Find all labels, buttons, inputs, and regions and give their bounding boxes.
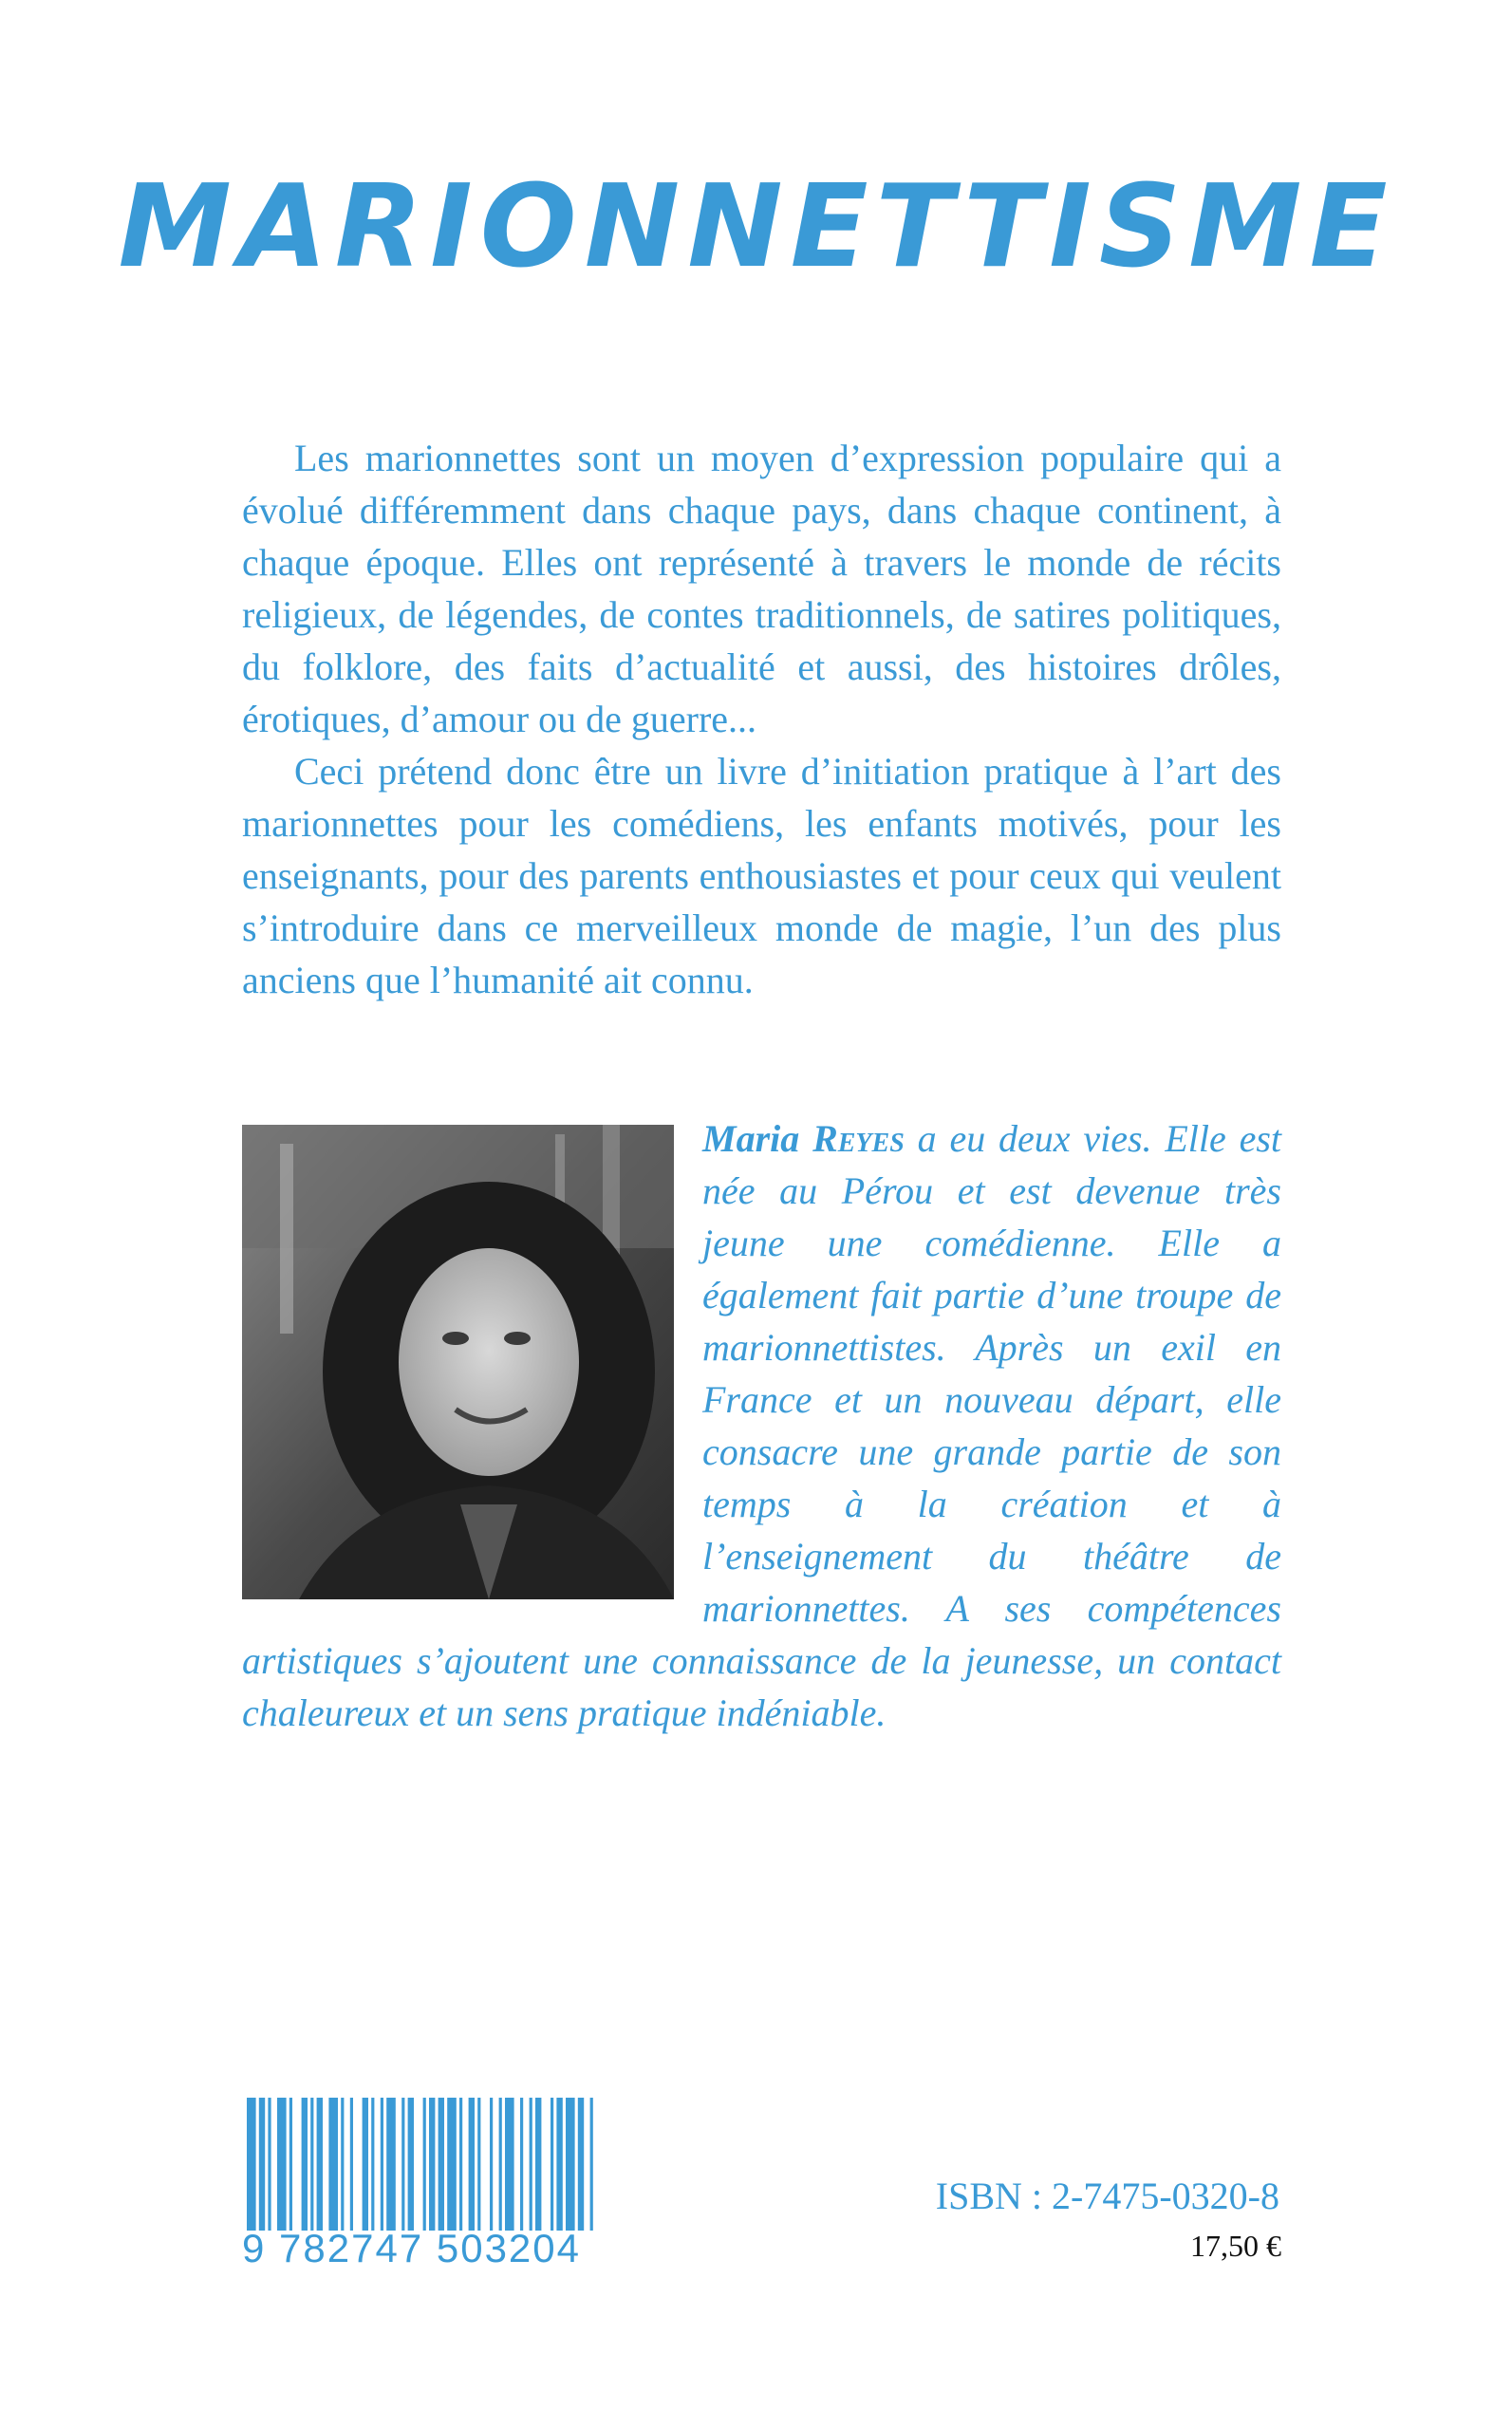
barcode-bar (469, 2098, 475, 2231)
back-cover-blurb (242, 432, 1281, 1006)
author-bio (242, 1112, 1281, 1739)
barcode-bar (439, 2098, 444, 2231)
isbn: ISBN : 2-7475-0320-8 (935, 2175, 1279, 2217)
barcode-bar (429, 2098, 435, 2231)
barcode-digits: 9 782747 503204 (242, 2226, 581, 2270)
barcode-bar (363, 2098, 368, 2231)
barcode-bar (277, 2098, 287, 2231)
author-last-name: Reyes (812, 1117, 905, 1160)
barcode-bar (505, 2098, 514, 2231)
barcode-bar (530, 2098, 532, 2231)
barcode-bar (341, 2098, 344, 2231)
barcode-bar (328, 2098, 338, 2231)
author-bio-text: a eu deux vies. Elle est née au Pérou et est devenue très jeune une comédienne. Elle a également fait partie d’une troupe de marionnettistes. Après un exil en France et un nouveau départ, elle consacre une grande partie de son temps à la création et à l’enseignement du théâtre de marionnettes. A ses compétences artistiques s’ajoutent une connaissance de la jeunesse, un contact chaleureux et un sens pratique indéniable. (242, 1117, 1282, 1734)
barcode-bar (302, 2098, 308, 2231)
barcode-bar (520, 2098, 523, 2231)
barcode-bar (317, 2098, 323, 2231)
barcode-bar (259, 2098, 265, 2231)
barcode-bar (490, 2098, 493, 2231)
barcode-bar (551, 2098, 553, 2231)
barcode-bar (247, 2098, 256, 2231)
blurb-paragraph-2: Ceci prétend donc être un livre d’initiation pratique à l’art des marionnettes pour les comédiens, les enfants motivés, pour les enseignants, pour des parents enthousiastes et pour ceux qui veulent s’introduire dans ce merveilleux monde de magie, l’un des plus anciens que l’humanité ait connu. (242, 750, 1281, 1001)
blurb-paragraph-1: Les marionnettes sont un moyen d’expression populaire qui a évolué différemment dans chaque pays, dans chaque continent, à chaque époque. Elles ont représenté à travers le monde de récits religieux, de légendes, de contes traditionnels, de satires politiques, du folklore, des faits d’actualité et aussi, des histoires drôles, érotiques, d’amour ou de guerre... (242, 437, 1281, 740)
barcode-bar (459, 2098, 462, 2231)
barcode-bar (268, 2098, 271, 2231)
barcode-bar (578, 2098, 584, 2231)
barcode-bar (371, 2098, 374, 2231)
author-first-name: Maria (702, 1117, 800, 1160)
barcode-bar (447, 2098, 457, 2231)
barcode-bar (477, 2098, 480, 2231)
barcode-bar (556, 2098, 562, 2231)
barcode-bar (381, 2098, 383, 2231)
book-title-lettering (117, 152, 1395, 313)
barcode-bars (247, 2098, 683, 2231)
author-name (702, 1117, 905, 1160)
barcode-bar (289, 2098, 292, 2231)
barcode-bar (401, 2098, 404, 2231)
barcode-bar (386, 2098, 396, 2231)
barcode-bar (423, 2098, 426, 2231)
photo-spacer (242, 1112, 702, 1625)
barcode-bar (566, 2098, 575, 2231)
barcode-bar (535, 2098, 541, 2231)
barcode-bar (590, 2098, 593, 2231)
barcode-bar (408, 2098, 414, 2231)
book-title (0, 152, 1512, 313)
barcode-bar (310, 2098, 313, 2231)
price: 17,50 € (1190, 2229, 1281, 2263)
book-title-text: MARIONNETTISME (117, 161, 1395, 293)
barcode-bar (499, 2098, 502, 2231)
barcode-bar (350, 2098, 353, 2231)
